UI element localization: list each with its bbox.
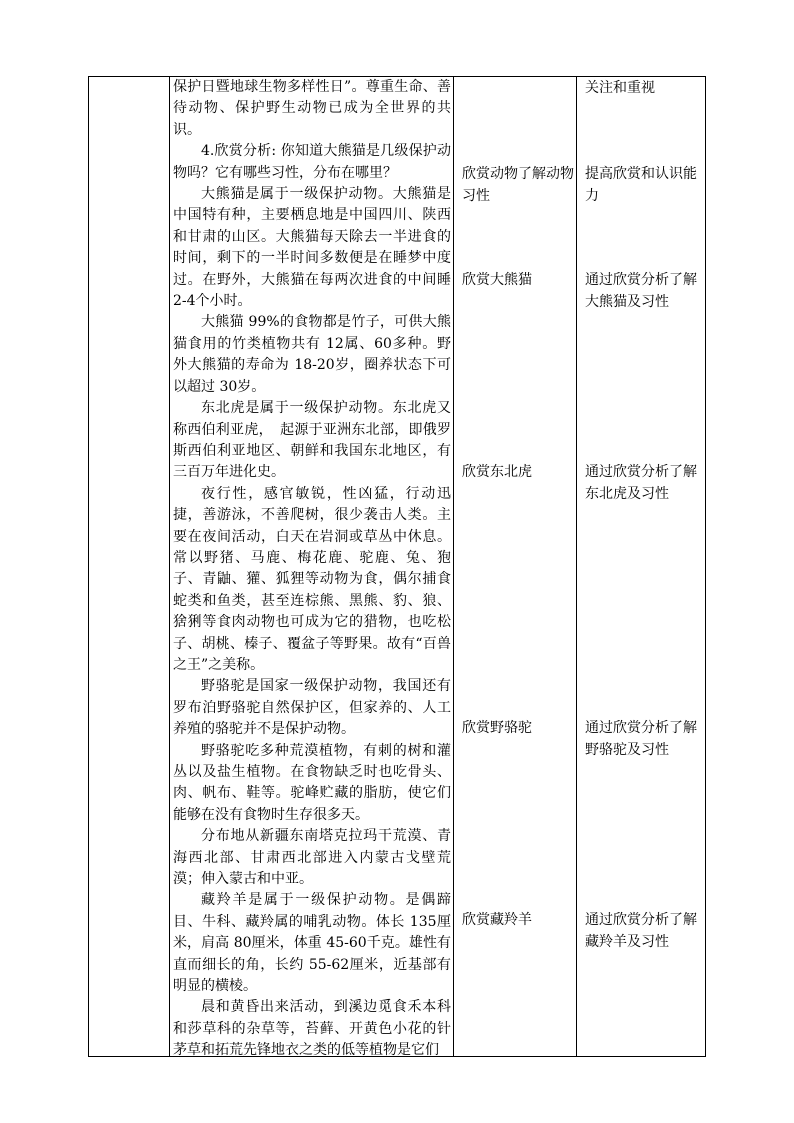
student-activity: 欣赏动物了解动物习性	[462, 166, 574, 204]
design-intent: 通过欣赏分析了解大熊猫及习性	[585, 272, 697, 310]
design-intent: 通过欣赏分析了解藏羚羊及习性	[585, 912, 697, 950]
content-paragraph: 夜行性，感官敏锐，性凶猛，行动迅捷，善游泳，不善爬树，很少袭击人类。主要在夜间活动，白天在岩洞或草丛中休息。常以野猪、马鹿、梅花鹿、驼鹿、兔、狍子、青鼬、獾、狐狸等动物为食，偶尔捕食蛇类和鱼类，甚至连棕熊、黑熊、豹、狼、猞猁等食肉动物也可成为它的猎物，也吃松子、胡桃、榛子、覆盆子等野果。故有“百兽之王”之美称。	[173, 485, 451, 673]
column-divider	[453, 77, 454, 1056]
content-paragraph: 晨和黄昏出来活动，到溪边觅食禾本科和莎草科的杂草等，苔藓、开黄色小花的针茅草和拓荒先锋地衣之类的低等植物是它们	[173, 999, 451, 1059]
content-paragraph: 野骆驼是国家一级保护动物，我国还有罗布泊野骆驼自然保护区，但家养的、人工养殖的骆驼并不是保护动物。	[173, 678, 451, 738]
content-paragraph: 4.欣赏分析: 你知道大熊猫是几级保护动物吗？它有哪些习性，分布在哪里？	[173, 143, 451, 181]
content-paragraph: 大熊猫是属于一级保护动物。大熊猫是中国特有种，主要栖息地是中国四川、陕西和甘肃的山区。大熊猫每天除去一半进食的时间，剩下的一半时间多数便是在睡梦中度过。在野外，大熊猫在每两次进食的中间睡2-4个小时。	[173, 186, 451, 310]
student-activity: 欣赏藏羚羊	[462, 912, 532, 928]
design-intent: 通过欣赏分析了解东北虎及习性	[585, 464, 697, 502]
student-activity: 欣赏大熊猫	[462, 272, 532, 288]
content-paragraph: 藏羚羊是属于一级保护动物。是偶蹄目、牛科、藏羚属的哺乳动物。体长 135厘米，肩高 80厘米，体重 45-60千克。雄性有直而细长的角，长约 55-62厘米，近基部有明显的横棱。	[173, 892, 451, 995]
content-paragraph: 分布地从新疆东南塔克拉玛干荒漠、青海西北部、甘肃西北部进入内蒙古戈壁荒漠；伸入蒙古和中亚。	[173, 828, 451, 888]
teaching-content-column	[173, 77, 451, 1062]
content-paragraph: 东北虎是属于一级保护动物。东北虎又称西伯利亚虎， 起源于亚洲东北部，即俄罗斯西伯利亚地区、朝鲜和我国东北地区，有三百万年进化史。	[173, 400, 451, 481]
design-intent: 关注和重视	[585, 80, 655, 96]
lesson-plan-table	[88, 76, 706, 1057]
content-paragraph: 大熊猫 99%的食物都是竹子，可供大熊猫食用的竹类植物共有 12属、60多种。野外大熊猫的寿命为 18-20岁，圈养状态下可以超过 30岁。	[173, 314, 451, 395]
student-activity: 欣赏野骆驼	[462, 720, 532, 736]
design-intent: 提高欣赏和认识能力	[585, 166, 697, 204]
column-divider	[169, 77, 170, 1056]
content-paragraph: 野骆驼吃多种荒漠植物，有刺的树和灌丛以及盐生植物。在食物缺乏时也吃骨头、肉、帆布、鞋等。驼峰贮藏的脂肪，使它们能够在没有食物时生存很多天。	[173, 742, 451, 823]
content-paragraph: 保护日暨地球生物多样性日”。尊重生命、善待动物、保护野生动物已成为全世界的共识。	[173, 79, 451, 138]
design-intent: 通过欣赏分析了解野骆驼及习性	[585, 720, 697, 758]
student-activity: 欣赏东北虎	[462, 464, 532, 480]
